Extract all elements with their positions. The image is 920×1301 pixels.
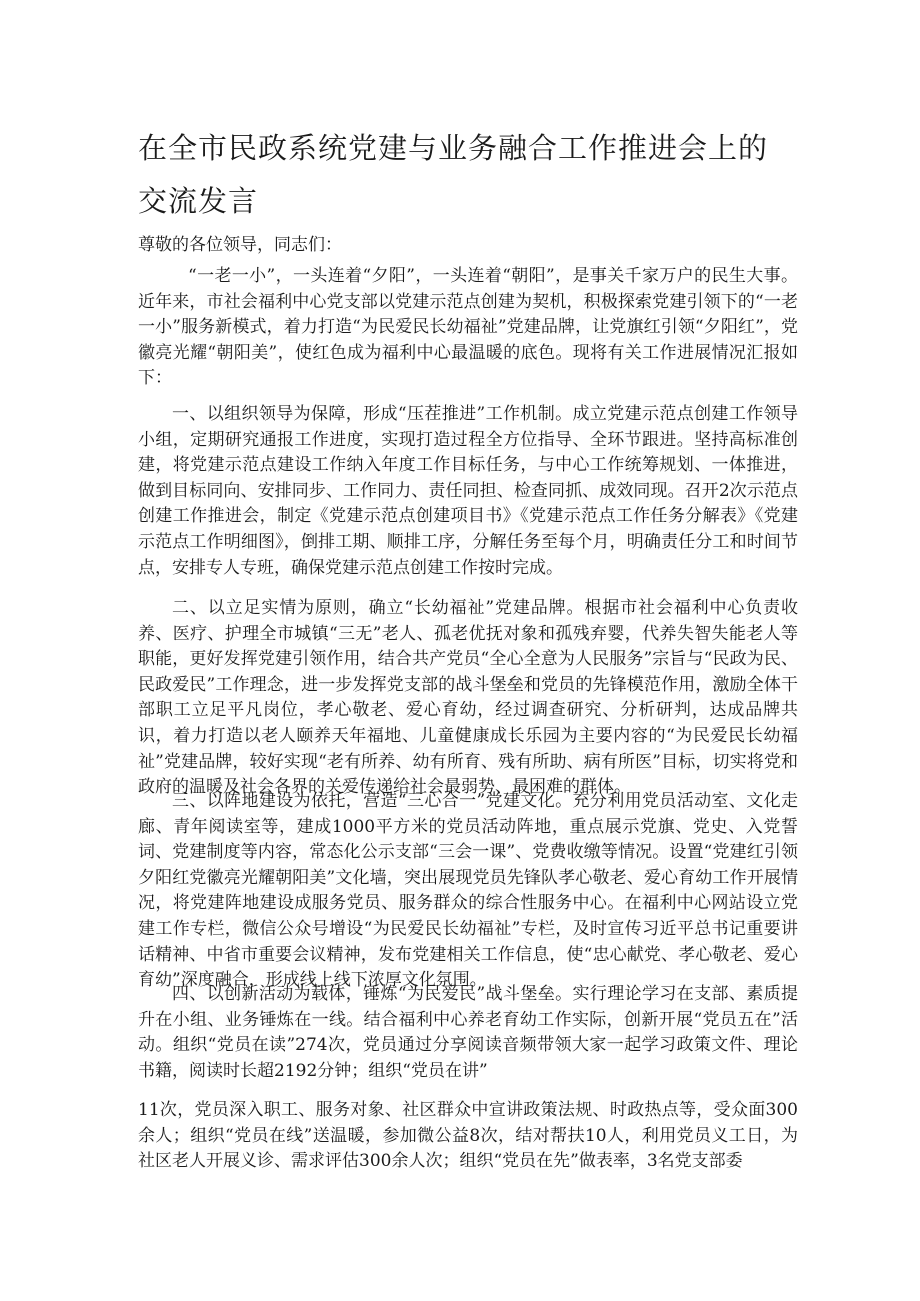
paragraph-section-4: 四、以创新活动为载体，锤炼“为民爱民”战斗堡垒。实行理论学习在支部、素质提升在小组、业务锤炼在一线。结合福利中心养老育幼工作实际，创新开展“党员五在”活动。组织“党员在读”274次，党员通过分享阅读音频带领大家一起学习政策文件、理论书籍，阅读时长超2192分钟；组织“党员在讲” xyxy=(138,984,798,1081)
document-title: 在全市民政系统党建与业务融合工作推进会上的交流发言 xyxy=(138,131,769,218)
paragraph-continuation: 11次，党员深入职工、服务对象、社区群众中宣讲政策法规、时政热点等，受众面300余人；组织“党员在线”送温暖，参加微公益8次，结对帮扶10人，利用党员义工日，为社区老人开展义诊、需求评估300余人次；组织“党员在先”做表率，3名党支部委 xyxy=(138,1100,798,1172)
paragraph-section-3: 三、以阵地建设为依托，营造“三心合一”党建文化。充分利用党员活动室、文化走廊、青年阅读室等，建成1000平方米的党员活动阵地，重点展示党旗、党史、入党誓词、党建制度等内容，常态化公示支部“三会一课”、党费收缴等情况。设置“党建红引领夕阳红党徽亮光耀朝阳美”文化墙，突出展现党员先锋队孝心敬老、爱心育幼工作开展情况，将党建阵地建设成服务党员、服务群众的综合性服务中心。在福利中心网站设立党建工作专栏，微信公众号增设“为民爱民长幼福祉”专栏，及时宣传习近平总书记重要讲话精神、中省市重要会议精神，发布党建相关工作信息，使“忠心献党、孝心敬老、爱心育幼”深度融合，形成线上线下浓厚文化氛围。 xyxy=(138,791,798,991)
paragraph-intro: “一老一小”，一头连着“夕阳”，一头连着“朝阳”，是事关千家万户的民生大事。近年来，市社会福利中心党支部以党建示范点创建为契机，积极探索党建引领下的“一老一小”服务新模式，着力打造“为民爱民长幼福祉”党建品牌，让党旗红引领“夕阳红”，党徽亮光耀“朝阳美”，使红色成为福利中心最温暖的底色。现将有关工作进展情况汇报如下： xyxy=(138,266,798,389)
paragraph-section-1: 一、以组织领导为保障，形成“压茬推进”工作机制。成立党建示范点创建工作领导小组，定期研究通报工作进度，实现打造过程全方位指导、全环节跟进。坚持高标准创建，将党建示范点建设工作纳入年度工作目标任务，与中心工作统筹规划、一体推进，做到目标同向、安排同步、工作同力、责任同担、检查同抓、成效同现。召开2次示范点创建工作推进会，制定《党建示范点创建项目书》《党建示范点工作任务分解表》《党建示范点工作明细图》，倒排工期、顺排工序，分解任务至每个月，明确责任分工和时间节点，安排专人专班，确保党建示范点创建工作按时完成。 xyxy=(138,404,798,578)
greeting: 尊敬的各位领导，同志们： xyxy=(138,235,342,255)
paragraph-section-2: 二、以立足实情为原则，确立“长幼福祉”党建品牌。根据市社会福利中心负责收养、医疗、护理全市城镇“三无”老人、孤老优抚对象和孤残弃婴，代养失智失能老人等职能，更好发挥党建引领作用，结合共产党员“全心全意为人民服务”宗旨与“民政为民、民政爱民”工作理念，进一步发挥党支部的战斗堡垒和党员的先锋模范作用，激励全体干部职工立足平凡岗位，孝心敬老、爱心育幼，经过调查研究、分析研判，达成品牌共识，着力打造以老人颐养天年福地、儿童健康成长乐园为主要内容的“为民爱民长幼福祉”党建品牌，较好实现“老有所养、幼有所育、残有所助、病有所医”目标，切实将党和政府的温暖及社会各界的关爱传递给社会最弱势、最困难的群体。 xyxy=(138,598,798,798)
